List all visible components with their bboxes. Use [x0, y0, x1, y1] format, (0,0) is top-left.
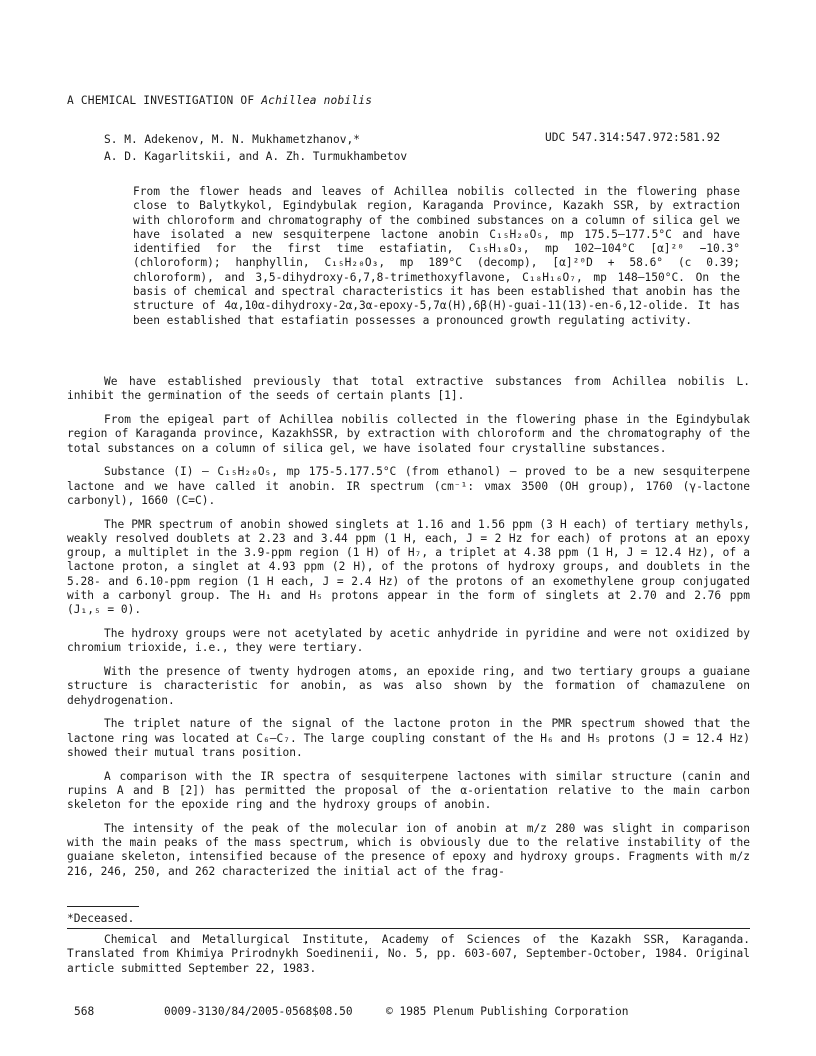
journal-code: 0009-3130/84/2005-0568$08.50 — [164, 1005, 353, 1018]
author-list — [104, 131, 407, 165]
affiliation-divider — [67, 928, 750, 929]
article-title — [67, 94, 372, 107]
body-paragraph-8: A comparison with the IR spectra of sesquiterpene lactones with similar structure (canin and rupins A and B [2]) has permitted the proposal of the α-orientation relative to the main carbon skeleton for the epoxide ring and the hydroxy groups of anobin. — [67, 769, 750, 812]
body-paragraph-7: The triplet nature of the signal of the lactone proton in the PMR spectrum showed that the lactone ring was located at C₆–C₇. The large coupling constant of the H₆ and H₅ protons (J = 12.4 Hz) showed their mutual trans position. — [67, 717, 750, 759]
copyright-notice: © 1985 Plenum Publishing Corporation — [386, 1005, 629, 1018]
body-paragraph-9: The intensity of the peak of the molecular ion of anobin at m/z 280 was slight in comparison with the main peaks of the mass spectrum, which is obviously due to the relative instability of the guaiane skeleton, intensified because of the presence of epoxy and hydroxy groups. Fragments with m/z 216, 246, 250, and 262 characterized the initial act of the frag- — [67, 821, 750, 878]
body-paragraph-3: Substance (I) — C₁₅H₂₀O₅, mp 175-5.177.5°C (from ethanol) — proved to be a new sesquiterpene lactone and we have called it anobin. IR spectrum (cm⁻¹: νmax 3500 (OH group), 1760 (γ-lactone carbonyl), 1660 (C=C). — [67, 465, 750, 507]
authors-line-2: A. D. Kagarlitskii, and A. Zh. Turmukhambetov — [104, 150, 408, 163]
body-paragraph-1: We have established previously that total extractive substances from Achillea nobilis L. inhibit the germination of the seeds of certain plants [1]. — [67, 375, 750, 403]
affiliation-note: Chemical and Metallurgical Institute, Academy of Sciences of the Kazakh SSR, Karaganda. Translated from Khimiya Prirodnykh Soedinenii, No. 5, pp. 603-607, September-October, 1984. Original article submitted September 22, 1983. — [67, 933, 750, 975]
title-prefix: A CHEMICAL INVESTIGATION OF — [67, 94, 255, 107]
body-paragraph-4: The PMR spectrum of anobin showed singlets at 1.16 and 1.56 ppm (3 H each) of tertiary methyls, weakly resolved doublets at 2.23 and 3.44 ppm (1 H, each, J = 2 Hz for each) of protons at an epoxy group, a multiplet in the 3.9-ppm region (1 H) of H₇, a triplet at 4.38 ppm (1 H, J = 12.4 Hz), of a lactone proton, a singlet at 4.93 ppm (2 H), of the protons of hydroxy groups, and doublets in the 5.28- and 6.10-ppm region (1 H each, J = 2.4 Hz) of the protons of an exomethylene group conjugated with a carbonyl group. The H₁ and H₅ protons appear in the form of singlets at 2.70 and 2.76 ppm (J₁,₅ = 0). — [67, 517, 750, 617]
udc-code: UDC 547.314:547.972:581.92 — [545, 131, 721, 144]
page-number: 568 — [74, 1005, 95, 1018]
abstract: From the flower heads and leaves of Achillea nobilis collected in the flowering phase close to Balytkykol, Egindybulak region, Karaganda Province, Kazakh SSR, by extraction with chloroform and chromatography of the combined substances on a column of silica gel we have isolated a new sesquiterpene lactone anobin C₁₅H₂₀O₅, mp 175.5–177.5°C and have identified for the first time estafiatin, C₁₅H₁₈O₃, mp 102–104°C [α]²⁰ −10.3° (chloroform); hanphyllin, C₁₅H₂₀O₃, mp 189°C (decomp), [α]²⁰D + 58.6° (c 0.39; chloroform), and 3,5-dihydroxy-6,7,8-trimethoxyflavone, C₁₈H₁₆O₇, mp 148–150°C. On the basis of chemical and spectral characteristics it has been established that anobin has the structure of 4α,10α-dihydroxy-2α,3α-epoxy-5,7α(H),6β(H)-guai-11(13)-en-6,12-olide. It has been established that estafiatin possesses a pronounced growth regulating activity. — [133, 185, 740, 327]
body-paragraph-5: The hydroxy groups were not acetylated by acetic anhydride in pyridine and were not oxidized by chromium trioxide, i.e., they were tertiary. — [67, 627, 750, 655]
title-species: Achillea nobilis — [261, 94, 373, 107]
authors-line-1: S. M. Adekenov, M. N. Mukhametzhanov,* — [104, 133, 360, 146]
article-body — [67, 375, 750, 888]
footnote-divider — [67, 906, 139, 907]
body-paragraph-2: From the epigeal part of Achillea nobilis collected in the flowering phase in the Egindybulak region of Karaganda province, KazakhSSR, by extraction with chloroform and the chromatography of the total substances on a column of silica gel, we have isolated four crystalline substances. — [67, 412, 750, 455]
footnote: *Deceased. — [67, 912, 135, 925]
body-paragraph-6: With the presence of twenty hydrogen atoms, an epoxide ring, and two tertiary groups a guaiane structure is characteristic for anobin, as was also shown by the formation of chamazulene on dehydrogenation. — [67, 665, 750, 707]
